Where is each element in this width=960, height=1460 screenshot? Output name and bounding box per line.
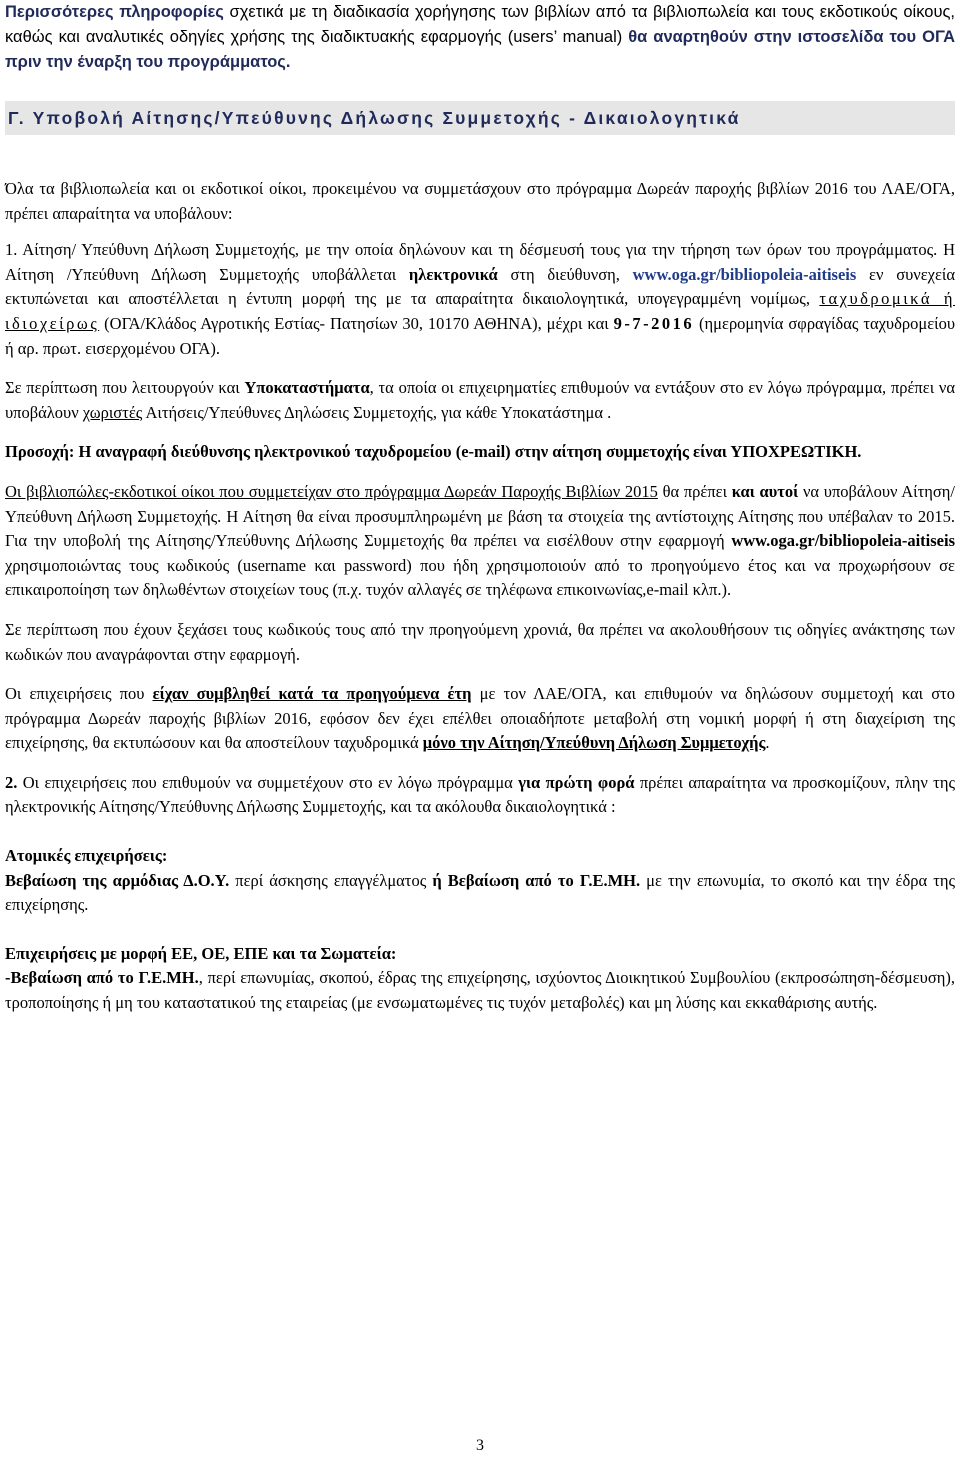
intro-lead-bold: Περισσότερες πληροφορίες	[5, 3, 224, 21]
text-bold: και αυτοί	[731, 481, 799, 501]
section-heading-bar	[5, 101, 955, 135]
paragraph-intro-requirements: Όλα τα βιβλιοπωλεία και οι εκδοτικοί οίκοι, προκειμένου να συμμετάσχουν στο πρόγραμμα Δωρεάν παροχής βιβλίων 2016 του ΛΑΕ/ΟΓΑ, πρέπει απαραίτητα να υποβάλουν:	[5, 179, 955, 223]
section-heading: Γ. Υποβολή Αίτησης/Υπεύθυνης Δήλωσης Συμμετοχής - Δικαιολογητικά	[8, 107, 741, 128]
text-span: να υποβάλουν Αίτηση/Υπεύθυνη Δήλωση Συμμετοχής. Η Αίτηση θα είναι προσυμπληρωμένη με βάση τα στοιχεία της αντίστοιχης Αίτησης που υπέβαλαν το 2015. Για την υποβολή της Αίτησης/Υπεύθυνης Δήλωσης Συμμετοχής θα πρέπει να εισέλθουν στην εφαρμογή	[5, 481, 955, 551]
intro-lead-tail: θα αναρτηθούν στην ιστοσελίδα του ΟΓΑ πριν την έναρξη του προγράμματος.	[5, 28, 955, 71]
item-number: 2.	[5, 772, 18, 792]
document-page	[5, 0, 955, 1016]
subheading-individual	[5, 844, 955, 869]
paragraph-forgotten-codes: Σε περίπτωση που έχουν ξεχάσει τους κωδικούς τους από την προηγούμενη χρονιά, θα πρέπει να ακολουθήσουν τις οδηγίες ανάκτησης των κωδικών που αναγράφονται στην εφαρμογή.	[5, 619, 955, 664]
text-span: με τον ΛΑΕ/ΟΓΑ, και επιθυμούν να δηλώσουν συμμετοχή και στο πρόγραμμα Δωρεάν παροχής βιβλίων 2016, εφόσον δεν έχει επέλθει οποιαδήποτε μεταβολή στη νομική μορφή ή στη διαχείριση της επιχείρησης, θα εκτυπώσουν και θα αποστείλουν ταχυδρομικά	[5, 684, 955, 753]
text-bold: ή Βεβαίωση από το Γ.Ε.ΜΗ.	[432, 870, 641, 890]
text-span: .	[765, 733, 770, 753]
paragraph-previous-participants	[5, 480, 955, 603]
text-span: (ημερομηνία σφραγίδας ταχυδρομείου ή αρ. πρωτ. εισερχομένου ΟΓΑ).	[5, 313, 955, 358]
text-bold: για πρώτη φορά	[518, 772, 635, 792]
attention-notice: Προσοχή: Η αναγραφή διεύθυνσης ηλεκτρονικού ταχυδρομείου (e-mail) στην αίτηση συμμετοχής είναι ΥΠΟΧΡΕΩΤΙΚΗ.	[5, 442, 862, 462]
deadline-date: 9-7-2016	[613, 313, 695, 333]
text-underlined: Οι βιβλιοπώλες-εκδοτικοί οίκοι που συμμετείχαν στο πρόγραμμα Δωρεάν Παροχής Βιβλίων 2015	[5, 481, 658, 501]
text-span: , τα οποία οι επιχειρηματίες επιθυμούν να εντάξουν στο εν λόγω πρόγραμμα, πρέπει να υποβάλουν	[5, 378, 955, 422]
subheading-text: Ατομικές επιχειρήσεις:	[5, 846, 168, 866]
text-bold: ηλεκτρονικά	[408, 264, 498, 284]
text-span: εν συνεχεία εκτυπώνεται και αποστέλλεται η έντυπη μορφή της με τα απαραίτητα δικαιολογητικά, υπογεγραμμένη νομίμως,	[5, 264, 955, 309]
text-span: θα πρέπει	[657, 481, 732, 501]
subheading-text: Επιχειρήσεις με μορφή ΕΕ, ΟΕ, ΕΠΕ και τα Σωματεία:	[5, 943, 397, 963]
text-span: Σε περίπτωση που λειτουργούν και	[5, 378, 245, 398]
paragraph-application	[5, 238, 955, 361]
text-span: στη διεύθυνση,	[497, 264, 633, 284]
text-span: (ΟΓΑ/Κλάδος Αγροτικής Εστίας- Πατησίων 30, 10170 ΑΘΗΝΑ), μέχρι και	[99, 313, 614, 333]
paragraph-attention	[5, 440, 955, 465]
text-span: Αιτήσεις/Υπεύθυνες Δηλώσεις Συμμετοχής, για κάθε Υποκατάστημα .	[142, 402, 612, 422]
text-span: περί άσκησης επαγγέλματος	[229, 870, 433, 890]
text-bold: -Βεβαίωση από το Γ.Ε.ΜΗ.	[5, 968, 199, 988]
text-span: χρησιμοποιώντας τους κωδικούς (username και password) που ήδη χρησιμοποιούν από το προηγούμενο έτος και να προχωρήσουν σε επικαιροποίηση των δηλωθέντων στοιχείων τους (π.χ. τυχόν αλλαγές σε τηλέφωνα επικοινωνίας,e-mail κλπ.).	[5, 555, 955, 600]
intro-paragraph	[5, 0, 955, 75]
intro-lead-text: σχετικά με τη διαδικασία χορήγησης των βιβλίων από τα βιβλιοπωλεία και τους εκδοτικούς οίκους, καθώς και αναλυτικές οδηγίες χρήσης της διαδικτυακής εφαρμογής (users’ manual)	[5, 3, 956, 46]
subheading-companies	[5, 942, 955, 967]
text-bold-underlined: μόνο την Αίτηση/Υπεύθυνη Δήλωση Συμμετοχής	[422, 733, 766, 753]
text-span: Οι επιχειρήσεις που	[5, 684, 153, 704]
application-url-link[interactable]: www.oga.gr/bibliopoleia-aitiseis	[632, 264, 857, 284]
text-bold: Υποκαταστήματα	[244, 378, 370, 398]
text-bold: Βεβαίωση της αρμόδιας Δ.Ο.Υ.	[5, 870, 230, 890]
text-span: 1. Αίτηση/ Υπεύθυνη Δήλωση Συμμετοχής, με την οποία δηλώνουν και τη δέσμευσή τους για την τήρηση των όρων του προγράμματος. Η Αίτηση /Υπεύθυνη Δήλωση Συμμετοχής υποβάλλεται	[5, 240, 955, 284]
page-number: 3	[476, 1437, 484, 1454]
paragraph-contracted-businesses	[5, 682, 955, 756]
text-underlined: χωριστές	[82, 402, 143, 422]
paragraph-first-time	[5, 771, 955, 820]
text-span: με την επωνυμία, το σκοπό και την έδρα της επιχείρησης.	[5, 870, 955, 915]
application-url-bold[interactable]: www.oga.gr/bibliopoleia-aitiseis	[731, 531, 955, 551]
paragraph-individual	[5, 869, 955, 918]
text-span: πρέπει απαραίτητα να προσκομίζουν, πλην της ηλεκτρονικής Αίτησης/Υπεύθυνης Δήλωσης Συμμετοχής, και τα ακόλουθα δικαιολογητικά :	[5, 772, 955, 817]
text-span: Οι επιχειρήσεις που επιθυμούν να συμμετέχουν στο εν λόγω πρόγραμμα	[17, 772, 519, 792]
text-bold-underlined: είχαν συμβληθεί κατά τα προηγούμενα έτη	[152, 684, 472, 704]
paragraph-branches	[5, 376, 955, 425]
text-span: , περί επωνυμίας, σκοπού, έδρας της επιχείρησης, ισχύοντος Διοικητικού Συμβουλίου (εκπροσώπηση-δέσμευση), τροποποίησης ή μη του καταστατικού της εταιρείας (με ενσωματωμένες τις τυχόν μεταβολές) και μη λύσης και εκκαθάρισης αυτής.	[5, 968, 955, 1013]
text-underlined: ταχυδρομικά ή ιδιοχείρως	[5, 289, 955, 333]
paragraph-companies	[5, 966, 955, 1015]
